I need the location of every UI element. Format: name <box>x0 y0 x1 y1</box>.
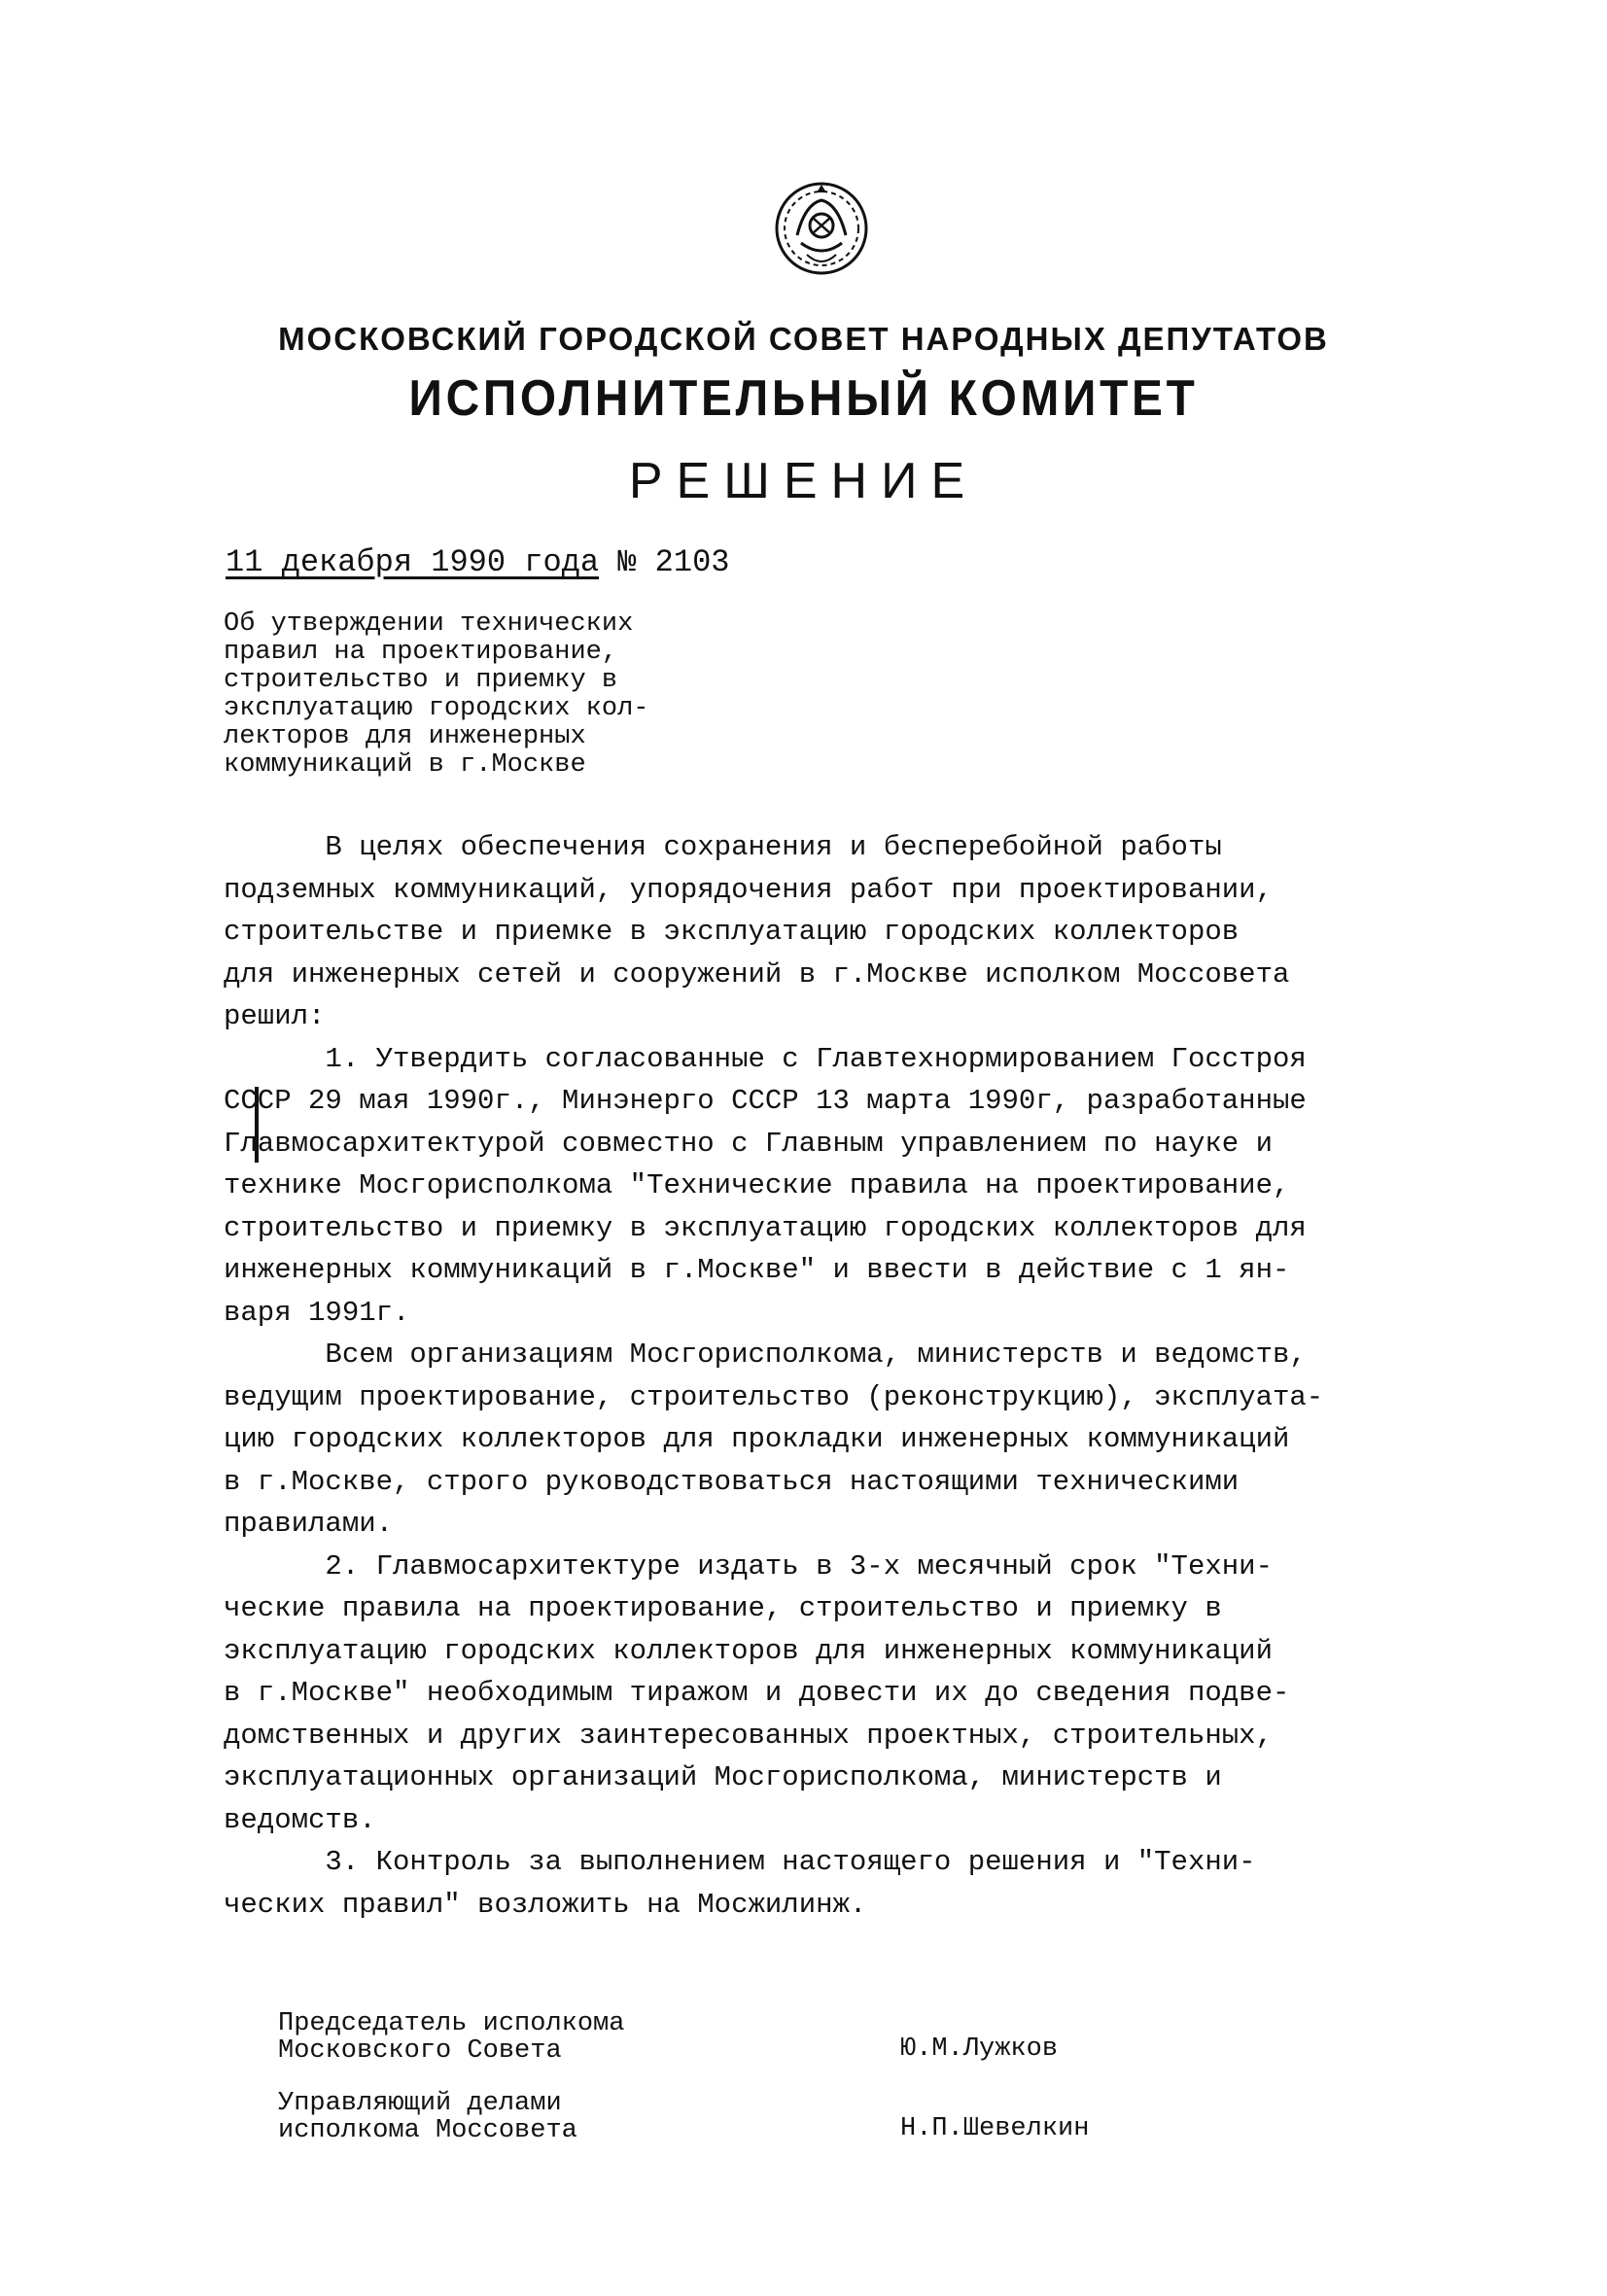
body-line: 2. Главмосархитектуре издать в 3-х месячный срок "Техни- <box>224 1549 1273 1583</box>
body-line: СССР 29 мая 1990г., Минэнерго СССР 13 марта 1990г, разработанные <box>224 1085 1307 1117</box>
subject-line: правил на проектирование, <box>224 638 618 667</box>
decision-date-line <box>226 544 729 580</box>
signatory-name: Н.П.Шевелкин <box>900 2114 1090 2143</box>
body-line: строительство и приемку в эксплуатацию городских коллекторов для <box>224 1211 1307 1244</box>
signatory-title <box>278 2010 900 2065</box>
body-line: строительстве и приемке в эксплуатацию городских коллекторов <box>224 916 1240 948</box>
subject-line: эксплуатацию городских кол- <box>224 694 649 723</box>
body-line: правилами. <box>224 1508 394 1540</box>
signature-row <box>278 2090 1347 2144</box>
body-line: цию городских коллекторов для прокладки инженерных коммуникаций <box>224 1423 1290 1455</box>
body-line: ведомств. <box>224 1803 376 1836</box>
signatory-title-line: Председатель исполкома <box>278 2009 625 2038</box>
body-line: Всем организациям Мосгорисполкома, министерств и ведомств, <box>224 1339 1307 1371</box>
body-line: 3. Контроль за выполнением настоящего решения и "Техни- <box>224 1846 1256 1878</box>
body-line: Главмосархитектурой совместно с Главным управлением по науке и <box>224 1127 1273 1160</box>
body-line: для инженерных сетей и сооружений в г.Москве исполком Моссовета <box>224 957 1290 991</box>
decision-number: № 2103 <box>617 544 730 580</box>
document-type: РЕШЕНИЕ <box>628 453 979 509</box>
body-line: 1. Утвердить согласованные с Главтехнормированием Госстроя <box>224 1042 1307 1075</box>
signatory-title-line: Московского Совета <box>278 2036 562 2066</box>
decision-date: 11 декабря 1990 года <box>226 544 600 580</box>
subject-line: Об утверждении технических <box>224 609 634 639</box>
subject-line: строительство и приемку в <box>224 666 618 695</box>
signatory-name: Ю.М.Лужков <box>900 2035 1059 2064</box>
body-line: подземных коммуникаций, упорядочения работ при проектировании, <box>224 873 1273 906</box>
signatory-title <box>278 2090 900 2144</box>
body-line: эксплуатацию городских коллекторов для инженерных коммуникаций <box>224 1634 1273 1667</box>
state-emblem-icon <box>768 175 875 282</box>
body-line: ческие правила на проектирование, строительство и приемку в <box>224 1592 1222 1624</box>
body-line: в г.Москве, строго руководствоваться настоящими техническими <box>224 1465 1240 1498</box>
subject-block <box>224 610 768 780</box>
signature-row <box>278 2010 1347 2065</box>
subject-line: коммуникаций в г.Москве <box>224 750 586 780</box>
committee-name: ИСПОЛНИТЕЛЬНЫЙ КОМИТЕТ <box>408 370 1199 427</box>
body-line: домственных и других заинтересованных проектных, строительных, <box>224 1719 1273 1752</box>
body-line: В целях обеспечения сохранения и бесперебойной работы <box>224 831 1222 863</box>
subject-line: лекторов для инженерных <box>224 722 586 751</box>
signature-block <box>278 2010 1347 2170</box>
body-line: решил: <box>224 1000 326 1032</box>
body-line: технике Мосгорисполкома "Технические правила на проектирование, <box>224 1169 1290 1201</box>
decision-body <box>224 826 1429 1926</box>
body-line: в г.Москве" необходимым тиражом и довести их до сведения подве- <box>224 1677 1290 1709</box>
body-line: варя 1991г. <box>224 1296 410 1329</box>
body-line: инженерных коммуникаций в г.Москве" и ввести в действие с 1 ян- <box>224 1254 1290 1286</box>
body-line: эксплуатационных организаций Мосгорисполкома, министерств и <box>224 1761 1222 1793</box>
signatory-title-line: Управляющий делами <box>278 2089 562 2118</box>
body-line: ведущим проектирование, строительство (реконструкцию), эксплуата- <box>224 1380 1324 1413</box>
signatory-title-line: исполкома Моссовета <box>278 2116 577 2145</box>
body-line: ческих правил" возложить на Мосжилинж. <box>224 1888 867 1921</box>
organization-name: МОСКОВСКИЙ ГОРОДСКОЙ СОВЕТ НАРОДНЫХ ДЕПУТАТОВ <box>278 321 1329 357</box>
